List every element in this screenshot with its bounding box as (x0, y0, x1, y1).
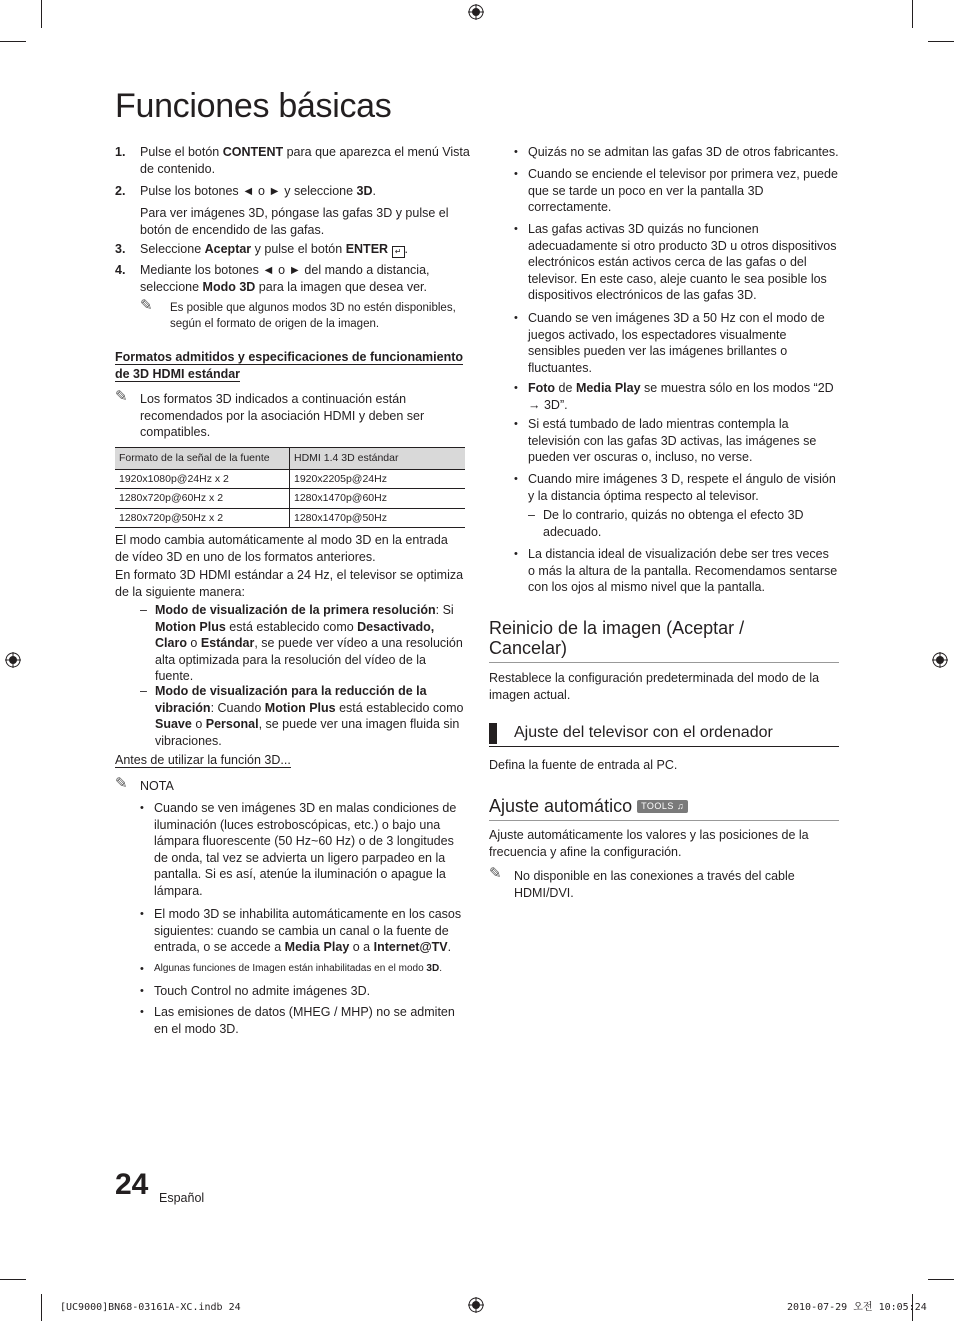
bullet-icon: • (514, 168, 518, 180)
page-title: Funciones básicas (115, 87, 392, 125)
table-header: Formato de la señal de la fuente (115, 448, 290, 470)
section-marker (489, 723, 497, 744)
note-icon: ✎ (489, 865, 502, 882)
registration-mark-icon (5, 652, 21, 668)
bullet-icon: • (514, 146, 518, 158)
table-row (115, 489, 465, 509)
bullet-icon: • (140, 908, 144, 920)
note-icon: ✎ (140, 297, 153, 314)
crop-mark (0, 1279, 26, 1280)
step-4-note: ✎ Es posible que algunos modos 3D no estén disponibles, según el formato de origen de la imagen. (140, 297, 456, 330)
paragraph: Restablece la configuración predeterminada del modo de la imagen actual. (489, 671, 820, 702)
pc-heading: Ajuste del televisor con el ordenador (514, 724, 773, 741)
table-header: HDMI 1.4 3D estándar (290, 448, 466, 470)
bullet-icon: • (514, 382, 518, 394)
table-cell: 1280x720p@60Hz x 2 (115, 489, 290, 509)
crop-mark (41, 1294, 42, 1321)
bullet-icon: • (514, 473, 518, 485)
paragraph: Defina la fuente de entrada al PC. (489, 758, 678, 772)
step-text: Mediante los botones ◄ o ► del mando a distancia, seleccione Modo 3D para la imagen que desea ver. (140, 263, 430, 294)
step-text: Para ver imágenes 3D, póngase las gafas 3D y pulse el botón de encendido de las gafas. (140, 206, 449, 237)
table-cell: 1280x720p@50Hz x 2 (115, 508, 290, 528)
step-text: Seleccione Aceptar y pulse el botón ENTER ↵ . (140, 242, 409, 256)
bullet-icon: • (514, 548, 518, 560)
footer-file: [UC9000]BN68-03161A-XC.indb 24 (60, 1302, 241, 1313)
table-header-row (115, 448, 465, 470)
table-cell: 1920x1080p@24Hz x 2 (115, 469, 290, 489)
note-icon: ✎ (115, 775, 128, 792)
bullet-icon: • (140, 1006, 144, 1018)
dash-marker: – (528, 508, 535, 522)
footer-timestamp: 2010-07-29 오전 10:05:24 (787, 1302, 927, 1313)
registration-mark-icon (468, 1297, 484, 1313)
formats-table (115, 447, 465, 528)
formats-note: ✎ Los formatos 3D indicados a continuación están recomendados por la asociación HDMI y deben ser compatibles. (115, 388, 425, 439)
divider (489, 662, 839, 663)
dash-item: – Modo de visualización de la primera resolución: Si Motion Plus está establecido como Desactivado, Claro o Estándar, se puede ver vídeo a una resolución alta optimizada para la resolución del vídeo de la fuente. (140, 603, 463, 683)
nota-label: ✎ NOTA (115, 775, 174, 793)
table-cell: 1280x1470p@60Hz (290, 489, 466, 509)
registration-mark-icon (932, 652, 948, 668)
crop-mark (912, 0, 913, 28)
paragraph: Ajuste automáticamente los valores y las posiciones de la frecuencia y afine la configuración. (489, 828, 809, 859)
step-number: 4. (115, 263, 126, 277)
table-cell: 1920x2205p@24Hz (290, 469, 466, 489)
paragraph: El modo cambia automáticamente al modo 3D en la entrada de vídeo 3D en uno de los formatos anteriores. (115, 533, 448, 564)
table-row (115, 469, 465, 489)
step-number: 2. (115, 184, 126, 198)
step-text: Pulse los botones ◄ o ► y seleccione 3D. (140, 184, 376, 198)
bullet-icon: • (514, 312, 518, 324)
page-number: 24 (115, 1168, 149, 1201)
crop-mark (0, 41, 26, 42)
language-label: Español (159, 1191, 205, 1205)
bullet-icon: • (514, 418, 518, 430)
auto-heading: Ajuste automático TOOLS ♫ (489, 796, 688, 816)
registration-mark-icon (468, 4, 484, 20)
divider (489, 820, 839, 821)
dash-marker: – (140, 684, 147, 698)
paragraph: En formato 3D HDMI estándar a 24 Hz, el televisor se optimiza de la siguiente manera: (115, 568, 464, 599)
dash-marker: – (140, 603, 147, 617)
crop-mark (928, 41, 954, 42)
sub-dash-item: – De lo contrario, quizás no obtenga el efecto 3D adecuado. (528, 508, 804, 539)
step-number: 3. (115, 242, 126, 256)
bullet-icon: • (140, 802, 144, 814)
auto-note: ✎ No disponible en las conexiones a través del cable HDMI/DVI. (489, 865, 795, 900)
bullet-icon: • (140, 985, 144, 997)
table-row (115, 508, 465, 528)
crop-mark (41, 0, 42, 28)
crop-mark (928, 1279, 954, 1280)
divider (489, 746, 839, 747)
table-cell: 1280x1470p@50Hz (290, 508, 466, 528)
tools-badge: TOOLS ♫ (637, 800, 688, 813)
step-number: 1. (115, 145, 126, 159)
before-heading: Antes de utilizar la función 3D... (115, 753, 291, 767)
note-icon: ✎ (115, 388, 128, 405)
bullet-icon: • (514, 223, 518, 235)
step-text: Pulse el botón CONTENT para que aparezca el menú Vista de contenido. (140, 145, 470, 176)
dash-item: – Modo de visualización para la reducción de la vibración: Cuando Motion Plus está establecido como Suave o Personal, se puede ver una imagen fluida sin vibraciones. (140, 684, 464, 748)
formats-heading: Formatos admitidos y especificaciones de funcionamiento de 3D HDMI estándar (115, 350, 463, 381)
enter-icon: ↵ (392, 246, 405, 258)
reset-heading: Reinicio de la imagen (Aceptar / Cancelar) (489, 618, 745, 658)
tools-icon: ♫ (676, 801, 685, 811)
bullet-icon: • (140, 963, 144, 975)
